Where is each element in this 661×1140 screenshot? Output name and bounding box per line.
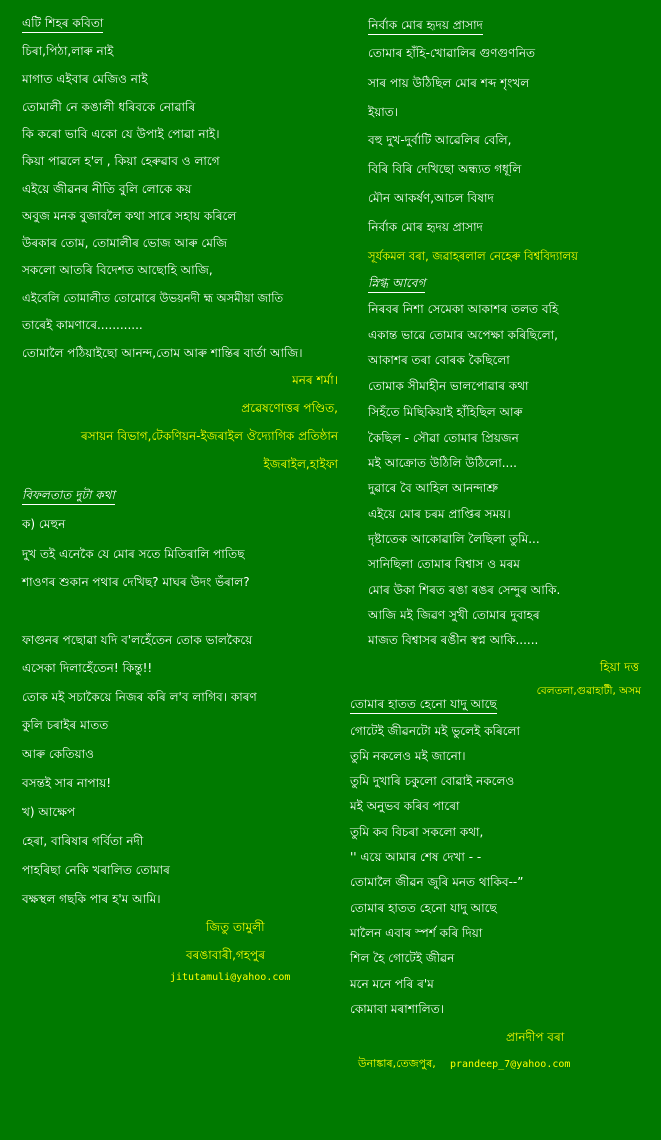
poem1-line: চিৰা,পিঠা,লাৰু নাই [22, 44, 114, 58]
poem4-line: একান্ত ভাৱে তোমাৰ অপেক্ষা কৰিছিলো, [368, 328, 558, 342]
poem2-line: এসেকা দিলাহেঁতেন! কিন্তু!! [22, 661, 153, 675]
poem4-line: মই আক্ৰোত উঠিলি উঠিলো.... [368, 456, 517, 470]
poem1-line: অবুজ মনক বুজাবলৈ কথা সাৰে সহায় কৰিলে [22, 209, 237, 223]
poem2-author: জিতু তামুলী [206, 920, 265, 934]
poem4-line: কৈছিল - সৌৱা তোমাৰ প্ৰিয়জন [368, 431, 519, 445]
poem5-line: তুমি কব বিচৰা সকলো কথা, [350, 825, 484, 839]
poem3-line: বিৰি বিৰি দেখিছো অন্ধ্যত গধূলি [368, 162, 522, 176]
poem2-title: বিফলতাত দুটা কথা [22, 488, 115, 505]
poem3-line: তোমাৰ হাঁহি-খোৱালিৰ গুণগুণনিত [368, 46, 535, 60]
poem4-line: নিৰবৰ নিশা সেমেকা আকাশৰ তলত বহি [368, 302, 559, 316]
poem1-line: সকলো আতৰি বিদেশত আছোহি আজি, [22, 263, 213, 277]
poem4-line: সিহঁতে মিছিকিয়াই হাঁহিছিল আৰু [368, 405, 523, 419]
poem5-author: প্ৰানদীপ বৰা [506, 1030, 565, 1044]
poem2-line: হেৰা, বাৰিষাৰ গৰ্বিতা নদী [22, 834, 144, 848]
poem2-line: কুলি চৰাইৰ মাতত [22, 718, 109, 732]
poem3-line: মৌন আকৰ্ষণ,আচল বিষাদ [368, 191, 494, 205]
poem1-line: তোমালী নে কঙালী ধৰিবকে নোৱাৰি [22, 100, 196, 114]
poem1-author: মনৰ শৰ্মা। [292, 373, 338, 387]
poem4-line: মাজত বিশ্বাসৰ ৰঙীন স্বপ্ন আকি...... [368, 633, 539, 647]
poem4-line: সানিছিলা তোমাৰ বিশ্বাস ও মৰম [368, 557, 520, 571]
poem1-author-location: ইজৰাইল,হাইফা [263, 457, 338, 471]
poem5-line: গোটেই জীৱনটো মই ভুলেই কৰিলো [350, 724, 520, 738]
poem1-author-affiliation: ৰসায়ন বিভাগ,টেকণিয়ন-ইজৰাইল ঔদ্যোগিক প্ৰতিষ্ঠান [81, 429, 338, 443]
poem2-line: তোক মই সচাকৈয়ে নিজৰ কৰি ল'ব লাগিব। কাৰণ [22, 690, 257, 704]
poem4-line: আজি মই জিৱণ সুখী তোমাৰ দুবাহৰ [368, 608, 540, 622]
poem2-line: বসন্তই সাৰ নাপায়! [22, 776, 112, 790]
poem4-line: মোৰ উকা শিৰত ৰঙা ৰঙৰ সেন্দুৰ আকি. [368, 583, 561, 597]
poem5-line: কোমাবা মৰাশালিত। [350, 1002, 445, 1016]
poem3-author: সূৰ্যকমল বৰা, জৱাহৰলাল নেহেৰু বিশ্ববিদ্যালয় [368, 249, 578, 263]
poem4-author-location: বেলতলা,গুৱাহাটী, অসম [536, 685, 641, 697]
poem5-line: তোমালৈ জীৱন জুৰি মনত থাকিব--” [350, 875, 524, 889]
poem4-line: দৃষ্টাতেক আকোৱালি লৈছিলা তুমি... [368, 532, 540, 546]
poem5-line: '' এয়ে আমাৰ শেষ দেখা - - [350, 850, 482, 864]
poem1-line: মাগাত এইবাৰ মেজিও নাই [22, 72, 148, 86]
poem5-line: মনে মনে পৰি ৰ'ম [350, 977, 434, 991]
poem5-author-email: prandeep_7@yahoo.com [450, 1059, 571, 1070]
poem1-line: কিয়া পাৱলে হ'ল , কিয়া হেৰুৱাব ও লাগে [22, 154, 220, 168]
poem2-line: পাহৰিছা নেকি খৰালিত তোমাৰ [22, 863, 170, 877]
poem5-line: তুমি নকলেও মই জানো। [350, 749, 466, 763]
poem3-line: সাৰ পায় উঠিছিল মোৰ শব্দ শৃংখল [368, 76, 530, 90]
poem3-line: বহু দুখ-দুৰ্বাটি আৱেলিৰ বেলি, [368, 133, 512, 147]
poem1-line: কি কৰো ভাবি একো যে উপাই পোৱা নাই। [22, 127, 220, 141]
poem1-line: তোমালৈ পঠিয়াইছো আনন্দ,তোম আৰু শান্তিৰ বাৰ্তা আজি। [22, 346, 303, 360]
poem1-author-title: প্ৰৱেষণোত্তৰ পণ্ডিত, [241, 401, 338, 415]
poem5-line: শিল হৈ গোটেই জীৱন [350, 951, 455, 965]
poem5-line: তোমাৰ হাতত হেনো যাদু আছে [350, 901, 497, 915]
poem2-line: বক্ষস্থল গছকি পাৰ হ'ম আমি। [22, 892, 161, 906]
poem5-title: তোমাৰ হাতত হেনো যাদু আছে [350, 697, 497, 714]
poem4-line: দুৱাৰে বৈ আহিল আনন্দাশ্ৰু [368, 481, 499, 495]
poem4-line: আকাশৰ তৰা বোৰক কৈছিলো [368, 353, 510, 367]
poem1-line: উৰকাৰ তোম, তোমালীৰ ভোজ আৰু মেজি [22, 236, 228, 250]
poem1-line: এইয়ে জীৱনৰ নীতি বুলি লোকে কয় [22, 182, 192, 196]
poem3-line: নিৰ্বাক মোৰ হৃদয় প্ৰাসাদ [368, 220, 483, 234]
poem5-line: মালৈন এবাৰ স্পৰ্শ কৰি দিয়া [350, 926, 483, 940]
poem2-line: ক) মেহুন [22, 517, 66, 531]
poem4-line: তোমাক সীমাহীন ভালপোৱাৰ কথা [368, 379, 529, 393]
poem1-line: এইবেলি তোমালীত তোমোৰে উভয়নদী হ্ম অসমীয়া জাতি [22, 291, 284, 305]
poem2-line: শাওণৰ শুকান পথাৰ দেখিছ? মাঘৰ উদং ভঁৰাল? [22, 575, 250, 589]
poem2-line: দুখ তই এনেকৈ যে মোৰ সতে মিতিৰালি পাতিছ [22, 547, 245, 561]
poem3-title: নিৰ্বাক মোৰ হৃদয় প্ৰাসাদ [368, 18, 483, 35]
poem4-author: হিয়া দত্ত [600, 660, 639, 674]
poem2-line: আৰু কেতিয়াও [22, 747, 94, 761]
poem5-line: মই অনুভব কৰিব পাৰো [350, 799, 460, 813]
poem2-line: খ) আক্ষেপ [22, 805, 76, 819]
poem5-line: তুমি দুখাৰি চকুলো বোৱাই নকলেও [350, 774, 515, 788]
poem4-line: এইয়ে মোৰ চৰম প্ৰাপ্তিৰ সময়। [368, 507, 511, 521]
poem2-author-email: jitutamuli@yahoo.com [170, 972, 291, 983]
poem3-line: ইয়াত। [368, 105, 399, 119]
poem1-title: এটি শিহৰ কবিতা [22, 16, 103, 33]
poem2-line: ফাগুনৰ পছোৱা যদি ব'লহেঁতেন তোক ভালকৈয়ে [22, 633, 253, 647]
poem2-author-location: বৰঙাবাৰী,গহপুৰ [186, 948, 265, 962]
poem4-title: স্নিগ্ধ আবেগ [368, 276, 425, 293]
poem1-line: তাৰেই কামণাৰে............ [22, 318, 143, 332]
poem5-author-location: উনাঙ্কাৰ,তেজপুৰ, [358, 1057, 436, 1070]
